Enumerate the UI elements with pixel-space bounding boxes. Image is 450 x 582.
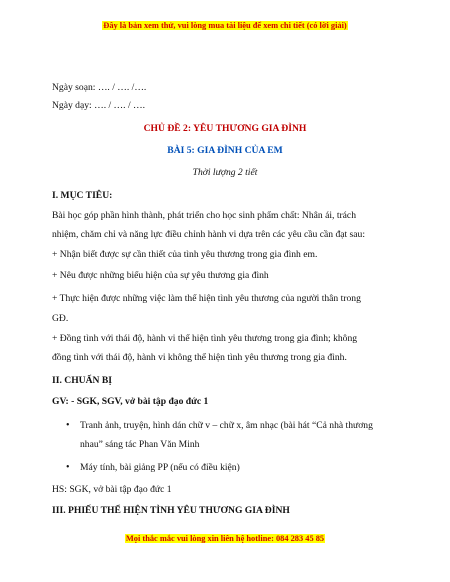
hotline-banner (0, 534, 450, 544)
student-materials: HS: SGK, vở bài tập đạo đức 1 (52, 484, 172, 495)
bullet-text: Máy tính, bài giảng PP (nếu có điều kiện) (80, 462, 240, 473)
bullet-icon: • (66, 420, 70, 431)
goal-2: + Nêu được những biểu hiện của sự yêu thương gia đình (52, 270, 269, 281)
bullet-text-line-1: Tranh ảnh, truyện, hình dán chữ v – chữ x, âm nhạc (bài hát “Cả nhà thương (80, 420, 373, 431)
duration: Thời lượng 2 tiết (192, 167, 258, 178)
topic-title: CHỦ ĐỀ 2: YÊU THƯƠNG GIA ĐÌNH (143, 123, 307, 134)
goal-4-line-1: + Đồng tình với thái độ, hành vi thể hiện tình yêu thương trong gia đình; không (52, 333, 358, 344)
preview-notice-banner (0, 21, 450, 31)
teach-date: Ngày dạy: …. / …. / …. (52, 100, 145, 111)
teacher-materials: GV: - SGK, SGV, vở bài tập đạo đức 1 (52, 396, 209, 407)
bullet-icon: • (66, 462, 70, 473)
goal-4-line-2: đồng tình với thái độ, hành vi không thể hiện tình yêu thương trong gia đình. (52, 352, 347, 363)
bullet-item-pictures (52, 417, 398, 457)
goal-3-line-1: + Thực hiện được những việc làm thể hiện tình yêu thương của người thân trong (52, 293, 361, 304)
section-heading-preparation: II. CHUẨN BỊ (52, 375, 112, 386)
preview-notice-text: Đây là bản xem thử, vui lòng mua tài liệu để xem chi tiết (có lời giải) (103, 21, 347, 30)
goal-3-line-2: GĐ. (52, 313, 69, 324)
hotline-text: Mọi thắc mắc vui lòng xin liên hệ hotline: 084 283 45 85 (125, 534, 325, 543)
bullet-text-line-2: nhau” sáng tác Phan Văn Minh (80, 439, 200, 450)
goal-1: + Nhận biết được sự cần thiết của tình yêu thương trong gia đình em. (52, 249, 318, 260)
intro-text-line-1: Bài học góp phần hình thành, phát triển cho học sinh phẩm chất: Nhân ái, trách (52, 210, 356, 221)
section-heading-objectives: I. MỤC TIÊU: (52, 190, 113, 201)
prep-date: Ngày soạn: …. / …. /…. (52, 82, 147, 93)
intro-text-line-2: nhiệm, chăm chỉ và năng lực điều chỉnh hành vi dựa trên các yêu cầu cần đạt sau: (52, 229, 366, 240)
section-heading-worksheet: III. PHIẾU THỂ HIỆN TÌNH YÊU THƯƠNG GIA ĐÌNH (52, 505, 290, 516)
lesson-title: BÀI 5: GIA ĐÌNH CỦA EM (167, 145, 283, 156)
